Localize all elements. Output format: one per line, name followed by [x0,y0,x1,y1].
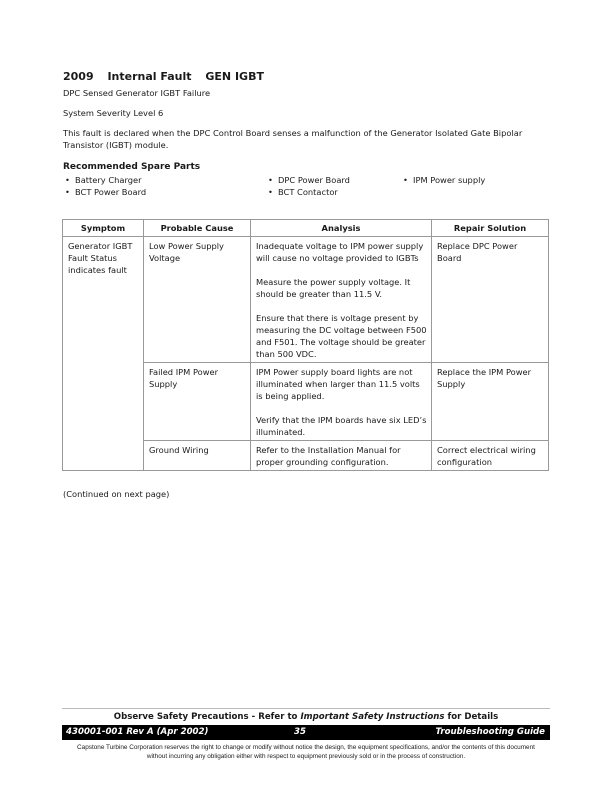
solution-cell: Replace the IPM Power Supply [432,363,549,441]
analysis-cell [251,363,432,441]
footer-divider [62,708,550,709]
cause-cell: Ground Wiring [144,441,251,471]
fault-title [63,70,548,84]
bullet-icon: • [403,175,408,185]
analysis-cell [251,441,432,471]
header-probable-cause: Probable Cause [144,220,251,237]
header-symptom: Symptom [63,220,144,237]
severity-level: System Severity Level 6 [63,108,164,118]
bullet-icon: • [65,175,70,185]
spare-parts-list [63,174,548,200]
analysis-text: Verify that the IPM boards have six LED’s illuminated. [256,415,427,437]
troubleshooting-table [62,219,549,471]
analysis-cell [251,237,432,363]
guide-title: Troubleshooting Guide [435,727,545,737]
header-analysis: Analysis [251,220,432,237]
solution-cell: Correct electrical wiring configuration [432,441,549,471]
analysis-text: Inadequate voltage to IPM power supply will cause no voltage provided to IGBTs [256,241,424,263]
spare-parts-column-1 [65,174,146,198]
document-id: 430001-001 Rev A (Apr 2002) [66,727,209,737]
bullet-icon: • [268,187,273,197]
header-repair-solution: Repair Solution [432,220,549,237]
analysis-text: Measure the power supply voltage. It should be greater than 11.5 V. [256,277,411,299]
page-content [63,70,548,200]
analysis-text: Ensure that there is voltage present by measuring the DC voltage between F500 and F501. The voltage should be greater than 500 VDC. [256,313,427,359]
spare-part-item: • IPM Power supply [403,175,486,185]
spare-parts-heading: Recommended Spare Parts [63,162,201,172]
spare-parts-column-2 [268,174,350,198]
cause-cell: Low Power Supply Voltage [144,237,251,363]
legal-disclaimer: Capstone Turbine Corporation reserves the right to change or modify without notice the design, the equipment specifications, and/or the contents of this document without incurring any obligation either with respect to equipment previously sold or in the process of construction. [77,744,535,760]
bullet-icon: • [268,175,273,185]
table-row [63,237,549,363]
footer-bar [62,725,550,740]
analysis-text: IPM Power supply board lights are not illuminated when larger than 11.5 volts is being applied. [256,367,420,401]
spare-part-item: • Battery Charger [65,175,142,185]
solution-cell: Replace DPC Power Board [432,237,549,363]
spare-parts-column-3 [403,174,485,186]
cause-cell: Failed IPM Power Supply [144,363,251,441]
safety-notice: Observe Safety Precautions - Refer to Important Safety Instructions for Details [113,712,499,722]
bullet-icon: • [65,187,70,197]
page-number: 35 [294,727,306,737]
symptom-cell: Generator IGBT Fault Status indicates fault [63,237,144,471]
fault-subtitle: DPC Sensed Generator IGBT Failure [63,88,211,98]
spare-part-item: • BCT Contactor [268,187,338,197]
continued-note: (Continued on next page) [63,489,170,499]
fault-description: This fault is declared when the DPC Control Board senses a malfunction of the Generator Isolated Gate Bipolar Transistor (IGBT) module. [63,128,523,150]
fault-name: Internal Fault [107,70,192,83]
spare-part-item: • DPC Power Board [268,175,350,185]
spare-part-item: • BCT Power Board [65,187,147,197]
analysis-text: Refer to the Installation Manual for proper grounding configuration. [256,445,401,467]
fault-code: 2009 [63,70,94,83]
fault-short-name: GEN IGBT [205,70,264,83]
safety-instructions-reference: Important Safety Instructions [300,712,445,722]
table-header-row [63,220,549,237]
